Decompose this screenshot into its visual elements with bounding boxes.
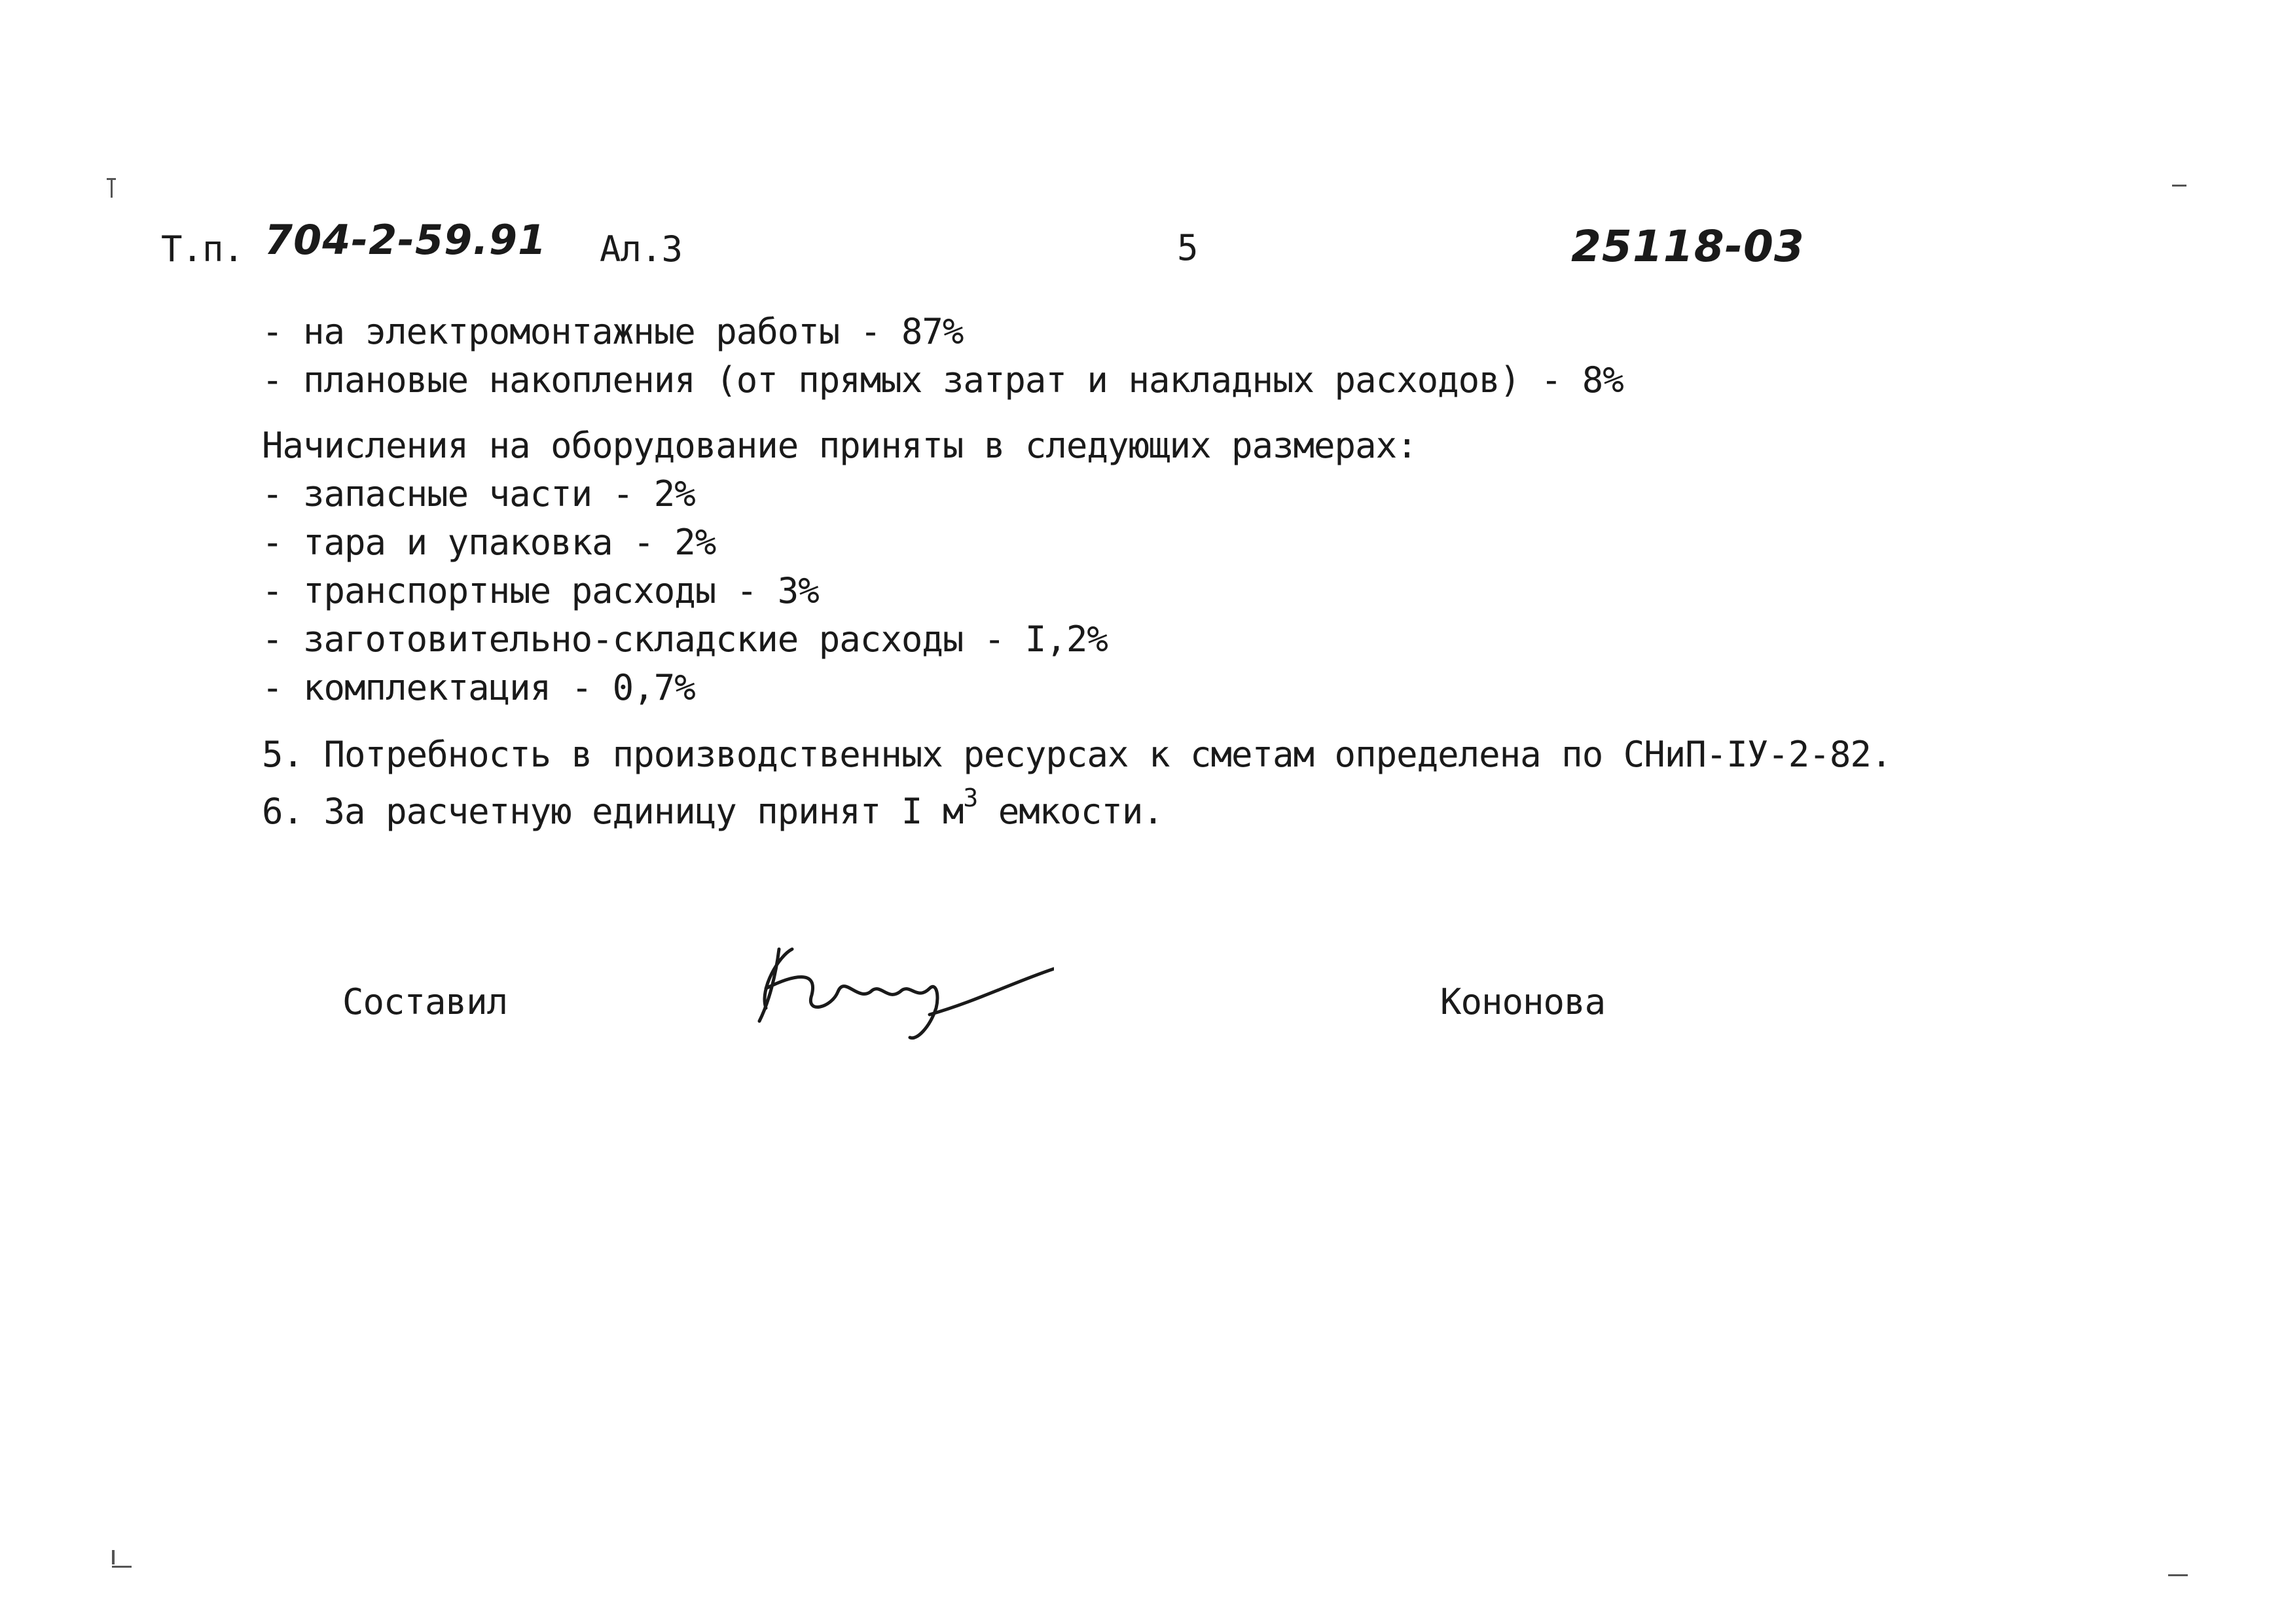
note-6-text: 6. За расчетную единицу принят I м: [262, 791, 964, 832]
note-5: 5. Потребность в производственных ресурсах к сметам определена по СНиП-IУ-2-82.: [262, 734, 1892, 775]
album-label: Ал.3: [600, 228, 683, 270]
line-planned: - плановые накопления (от прямых затрат и накладных расходов) - 8%: [262, 359, 1623, 401]
tp-number: 704-2-59.91: [264, 216, 547, 264]
page-number: 5: [1177, 227, 1198, 268]
corner-mark-top-right: [2172, 185, 2186, 187]
line-packing: - тара и упаковка - 2%: [262, 522, 716, 563]
line-completion: - комплектация - 0,7%: [262, 667, 695, 708]
equipment-heading: Начисления на оборудование приняты в следующих размерах:: [262, 425, 1417, 466]
doc-code: 25118-03: [1571, 221, 1805, 272]
line-transport: - транспортные расходы - 3%: [262, 570, 819, 611]
note-6: [262, 784, 1163, 832]
note-6-text-end: емкости.: [977, 791, 1163, 832]
line-procurement: - заготовительно-складские расходы - I,2%: [262, 619, 1108, 660]
corner-mark-bottom-left: [112, 1550, 115, 1564]
line-electro: - на электромонтажные работы - 87%: [262, 311, 964, 352]
compiler-name: Кононова: [1440, 981, 1606, 1022]
corner-mark-bottom-right: [2168, 1574, 2188, 1576]
note-6-superscript: 3: [963, 784, 978, 812]
corner-mark-bottom-left-base: [112, 1566, 132, 1568]
line-spare-parts: - запасные части - 2%: [262, 473, 695, 514]
corner-mark-top-left: [111, 178, 113, 198]
tp-prefix: Т.п.: [161, 228, 244, 270]
corner-mark-top-left-tick: [107, 178, 116, 180]
handwritten-signature: [740, 929, 1054, 1041]
signature-label: Составил: [342, 981, 508, 1022]
